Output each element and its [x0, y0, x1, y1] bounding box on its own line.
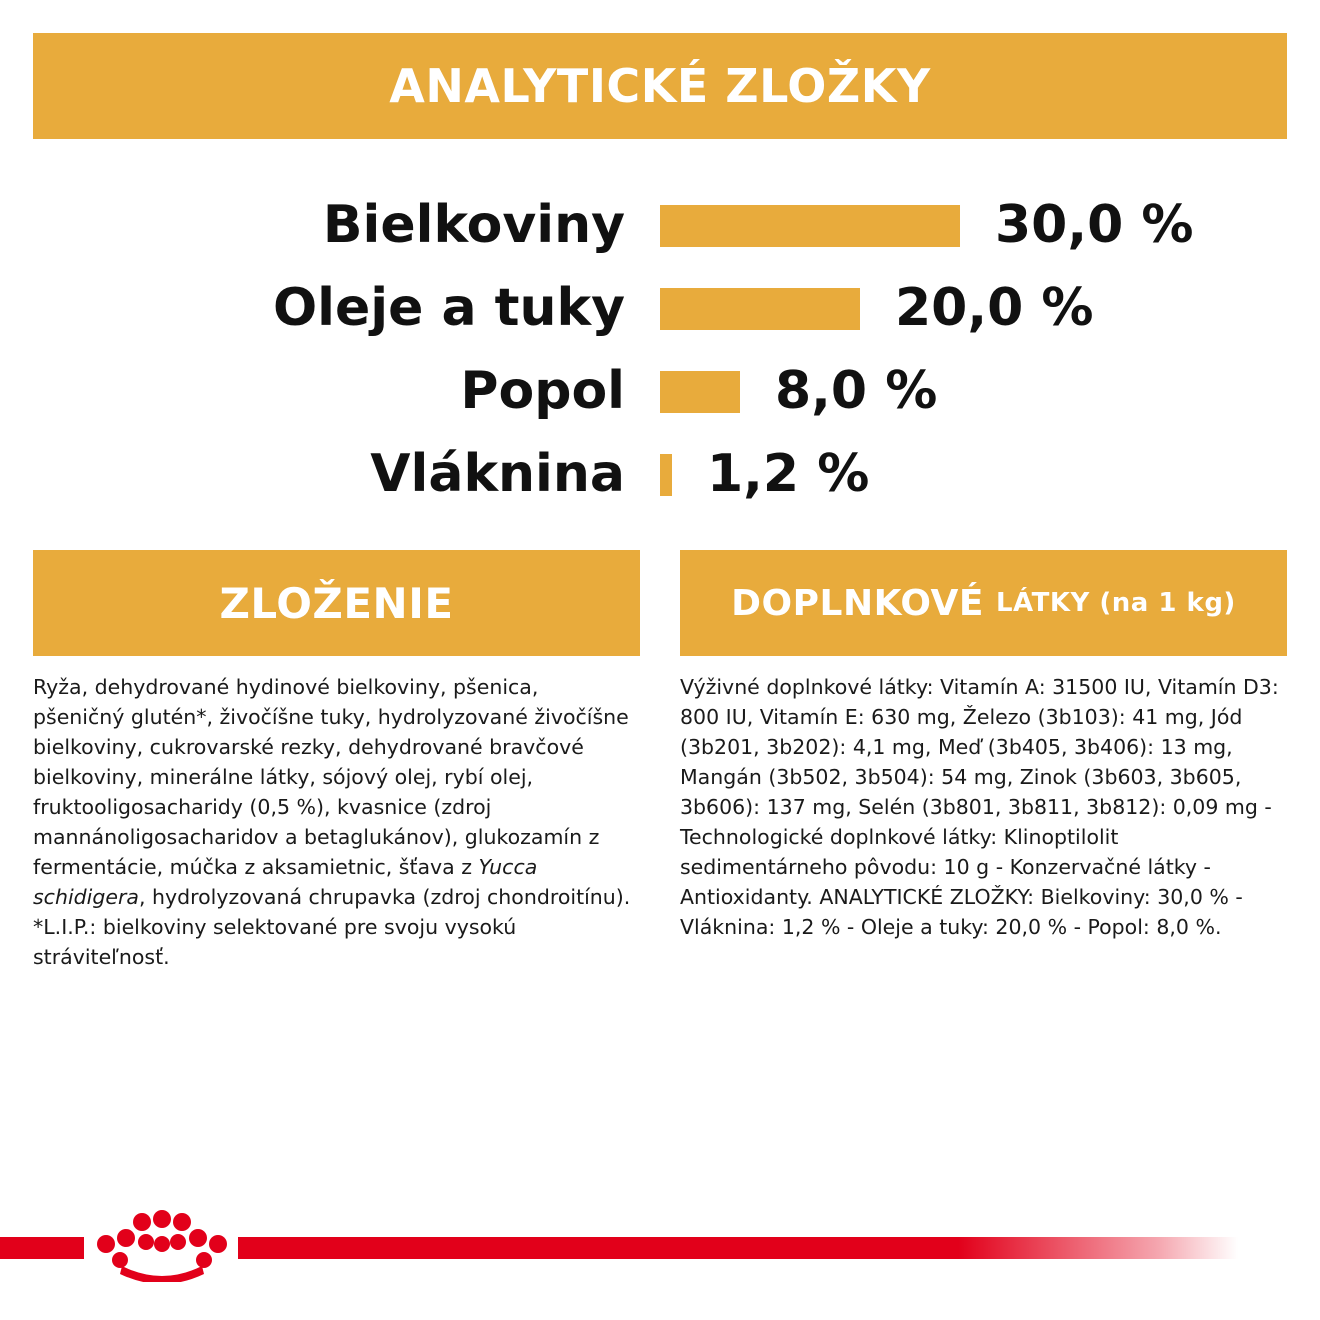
analytic-bar	[660, 288, 860, 330]
analytic-bar	[660, 454, 672, 496]
analytic-label: Vláknina	[370, 444, 625, 504]
composition-text-part-1: Ryža, dehydrované hydinové bielkoviny, pšenica, pšeničný glutén*, živočíšne tuky, hydrolyzované živočíšne bielkoviny, cukrovarské rezky, dehydrované bravčové bielkoviny, minerálne látky, sójový olej, rybí olej, fruktooligosacharidy (0,5 %), kvasnice (zdroj mannánoligosacharidov a betaglukánov), glukozamín z fermentácie, múčka z aksamietnic, šťava z	[33, 675, 629, 879]
composition-title: ZLOŽENIE	[219, 578, 454, 628]
additives-title-small: LÁTKY (na 1 kg)	[995, 588, 1236, 618]
analytic-row	[0, 185, 1320, 265]
analytic-row	[0, 434, 1320, 514]
additives-title: DOPLNKOVÉ	[731, 582, 984, 624]
composition-banner	[33, 550, 640, 656]
analytic-value: 8,0 %	[775, 361, 938, 421]
analytic-label: Oleje a tuky	[272, 278, 625, 338]
footer-red-line-right	[238, 1237, 1238, 1259]
analytic-label: Popol	[460, 361, 625, 421]
composition-text-italic: Yucca schidigera	[33, 855, 538, 909]
analytic-label: Bielkoviny	[322, 195, 625, 255]
composition-text-part-2: , hydrolyzovaná chrupavka (zdroj chondroitínu). *L.I.P.: bielkoviny selektované pre svoju vysokú stráviteľnosť.	[33, 885, 631, 969]
footer-red-line-left	[0, 1237, 84, 1259]
analytic-value: 30,0 %	[995, 195, 1194, 255]
analytic-row	[0, 268, 1320, 348]
crown-icon	[92, 1210, 232, 1282]
composition-text	[33, 672, 633, 972]
analytic-components-banner	[33, 33, 1287, 139]
analytic-bar	[660, 371, 740, 413]
analytic-components-title: ANALYTICKÉ ZLOŽKY	[389, 59, 931, 113]
analytic-row	[0, 351, 1320, 431]
additives-banner	[680, 550, 1287, 656]
analytic-bar	[660, 205, 960, 247]
additives-text: Výživné doplnkové látky: Vitamín A: 31500 IU, Vitamín D3: 800 IU, Vitamín E: 630 mg, Železo (3b103): 41 mg, Jód (3b201, 3b202): 4,1 mg, Meď (3b405, 3b406): 13 mg, Mangán (3b502, 3b504): 54 mg, Zinok (3b603, 3b605, 3b606): 137 mg, Selén (3b801, 3b811, 3b812): 0,09 mg - Technologické doplnkové látky: Klinoptilolit sedimentárneho pôvodu: 10 g - Konzervačné látky - Antioxidanty. ANALYTICKÉ ZLOŽKY: Bielkoviny: 30,0 % - Vláknina: 1,2 % - Oleje a tuky: 20,0 % - Popol: 8,0 %.	[680, 675, 1279, 939]
analytic-value: 20,0 %	[895, 278, 1094, 338]
analytic-value: 1,2 %	[707, 444, 870, 504]
